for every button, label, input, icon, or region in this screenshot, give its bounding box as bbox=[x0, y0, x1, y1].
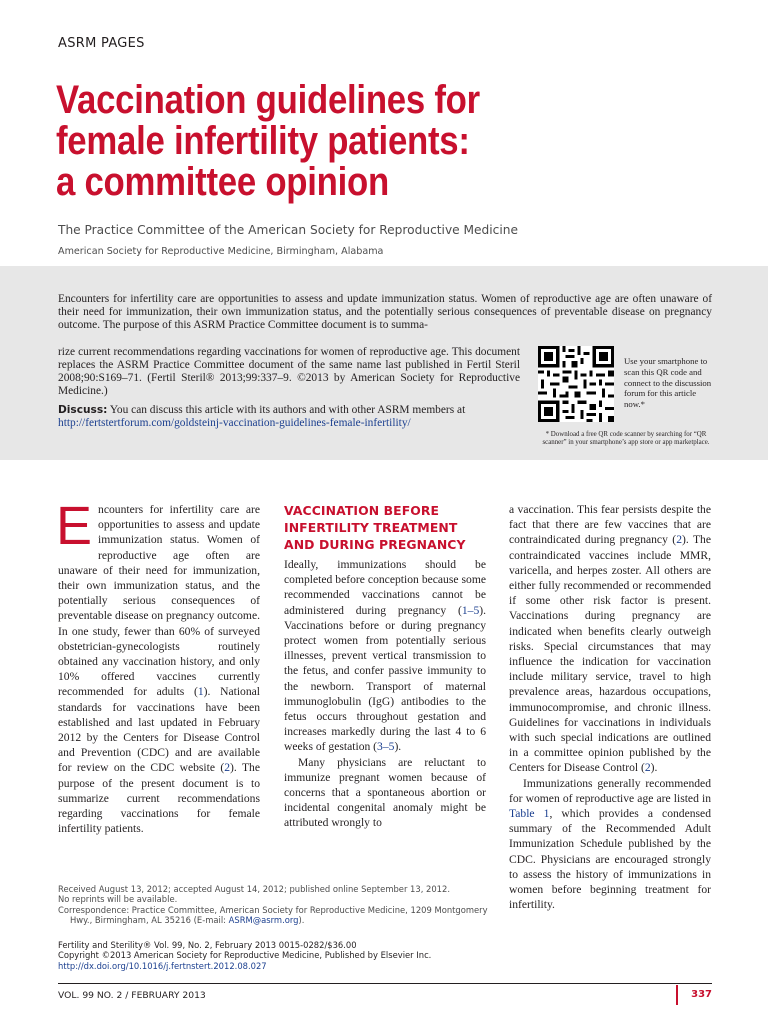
copyright: Copyright ©2013 American Society for Reproductive Medicine, Published by Elsevier Inc. bbox=[58, 950, 432, 961]
paragraph-text: ). bbox=[394, 740, 402, 754]
reference-link[interactable]: 1–5 bbox=[461, 603, 480, 617]
qr-footnote: * Download a free QR code scanner by searching for “QR scanner” in your smartphone’s app store or app marketplace. bbox=[542, 431, 710, 447]
qr-instructions: Use your smartphone to scan this QR code and connect to the discussion forum for this article now.* bbox=[624, 356, 712, 410]
reference-link[interactable]: 1 bbox=[197, 685, 204, 699]
section-label: ASRM PAGES bbox=[58, 36, 145, 51]
affiliation: American Society for Reproductive Medicine, Birmingham, Alabama bbox=[58, 246, 384, 257]
page-number: 337 bbox=[676, 985, 712, 1005]
paragraph bbox=[509, 776, 711, 913]
abstract-text: Encounters for infertility care are opportunities to assess and update immunization status. Women of reproductive age are often unaware of their need for immunization, their own immunization status, and the potentially serious consequences of preventable disease on pregnancy outcome. The purpose of this ASRM Practice Committee document is to summa- bbox=[58, 293, 712, 332]
title-line: Vaccination guidelines for bbox=[56, 78, 480, 122]
footer-issue: VOL. 99 NO. 2 / FEBRUARY 2013 bbox=[58, 990, 206, 1001]
discuss-text: You can discuss this article with its authors and with other ASRM members at bbox=[107, 404, 466, 416]
body-column-2 bbox=[284, 502, 486, 831]
correspondence-end: ). bbox=[298, 915, 305, 926]
body-column-3 bbox=[509, 502, 711, 912]
paragraph-text: , which provides a condensed summary of the Recommended Adult Immunization Schedule published by the CDC. Physicians are encouraged strongly to assess the history of immunizations in women before beginning treatment for infertility. bbox=[509, 807, 711, 912]
journal-info bbox=[58, 940, 498, 971]
reference-link[interactable]: 2 bbox=[224, 761, 231, 775]
body-column-1 bbox=[56, 496, 260, 836]
doi-link[interactable]: http://dx.doi.org/10.1016/j.fertnstert.2012.08.027 bbox=[58, 960, 267, 971]
abstract-text-continued: rize current recommendations regarding vaccinations for women of reproductive age. This document replaces the ASRM Practice Committee document of the same name last published in Fertil Steril 2008;90:S169–71. (Fertil Steril® 2013;99:337–9. ©2013 by American Society for Reproductive Medicine.) bbox=[58, 346, 520, 398]
table-link[interactable]: Table 1 bbox=[509, 807, 550, 821]
paragraph bbox=[284, 557, 486, 755]
footnotes bbox=[58, 884, 498, 926]
paragraph bbox=[509, 502, 711, 776]
paragraph-text: a vaccination. This fear persists despite the fact that there are few vaccines that are contraindicated during pregnancy ( bbox=[509, 503, 711, 547]
paragraph-text: ). The contraindicated vaccines include MMR, varicella, and herpes zoster. All others are either fully recommended or recommended if some other risk factor is present. Vaccinations during pregnancy are indicated when benefits clearly outweigh risks. Special circumstances that may influence the indication for vaccination include military service, travel to high prevalence areas, hazardous occupations, immunocompromise, and chronic illness. Guidelines for vaccinations in individuals with such special indications are outlined in a committee opinion published by the Centers for Disease Control ( bbox=[509, 533, 711, 775]
section-heading: VACCINATION BEFORE INFERTILITY TREATMENT AND DURING PREGNANCY bbox=[284, 503, 466, 552]
authors: The Practice Committee of the American Society for Reproductive Medicine bbox=[58, 223, 518, 237]
correspondence-text: Correspondence: Practice Committee, American Society for Reproductive Medicine, 1209 Montgomery Hwy., Birmingham, AL 35216 (E-mail: bbox=[58, 904, 488, 926]
discuss-note bbox=[58, 404, 530, 430]
paragraph-text: Immunizations generally recommended for women of reproductive age are listed in bbox=[509, 776, 711, 805]
drop-cap: E bbox=[56, 496, 93, 556]
received-dates: Received August 13, 2012; accepted August 14, 2012; published online September 13, 2012. bbox=[58, 884, 451, 894]
article-title bbox=[56, 80, 619, 203]
title-line: female infertility patients: bbox=[56, 119, 470, 163]
reference-link[interactable]: 2 bbox=[676, 533, 682, 547]
intro-text: ncounters for infertility care are opportunities to assess and update immunization status. Women of reproductive age often are unaware of their need for immunization, their own immunization status, and the potentially serious consequences of preventable disease on pregnancy outcome. In one study, fewer than 60% of surveyed obstetrician-gynecologists routinely obtained any vaccination history, and only 10% offered vaccines currently recommended for adults ( bbox=[58, 503, 260, 699]
qr-code-icon[interactable] bbox=[538, 346, 614, 422]
reference-link[interactable]: 2 bbox=[644, 761, 651, 775]
discussion-forum-link[interactable]: http://fertstertforum.com/goldsteinj-vaccination-guidelines-female-infertility/ bbox=[58, 417, 411, 430]
reference-link[interactable]: 3–5 bbox=[377, 740, 395, 754]
intro-text: ). The purpose of the present document is to summarize current recommendations regarding vaccinations for female infertility patients. bbox=[58, 761, 260, 836]
journal-citation: Fertility and Sterility® Vol. 99, No. 2, February 2013 0015-0282/$36.00 bbox=[58, 940, 357, 950]
reprints-note: No reprints will be available. bbox=[58, 894, 178, 905]
paragraph-text: Ideally, immunizations should be completed before conception because some recommended vaccinations cannot be administered during pregnancy ( bbox=[284, 558, 486, 617]
paragraph-text: ). Vaccinations before or during pregnancy protect women from potentially serious illnesses, prevent vertical transmission to the fetus, and confer passive immunity to the newborn. Transport of maternal immunoglobulin (IgG) antibodies to the fetus occurs throughout gestation and increases markedly during the last 4 to 6 weeks of gestation ( bbox=[284, 603, 486, 754]
discuss-label: Discuss: bbox=[58, 404, 108, 416]
title-line: a committee opinion bbox=[56, 160, 389, 204]
email-link[interactable]: ASRM@asrm.org bbox=[228, 915, 299, 926]
footer-rule bbox=[58, 983, 712, 984]
paragraph: Many physicians are reluctant to immunize pregnant women because of concerns that a spontaneous abortion or incidental congenital anomaly might be attributed wrongly to bbox=[284, 755, 486, 830]
correspondence bbox=[58, 905, 498, 926]
paragraph-text: ). bbox=[650, 761, 658, 775]
intro-text: ). National standards for vaccinations have been established and last updated in February 2012 by the Centers for Disease Control and Prevention (CDC) and are available for review on the CDC website ( bbox=[58, 685, 260, 775]
